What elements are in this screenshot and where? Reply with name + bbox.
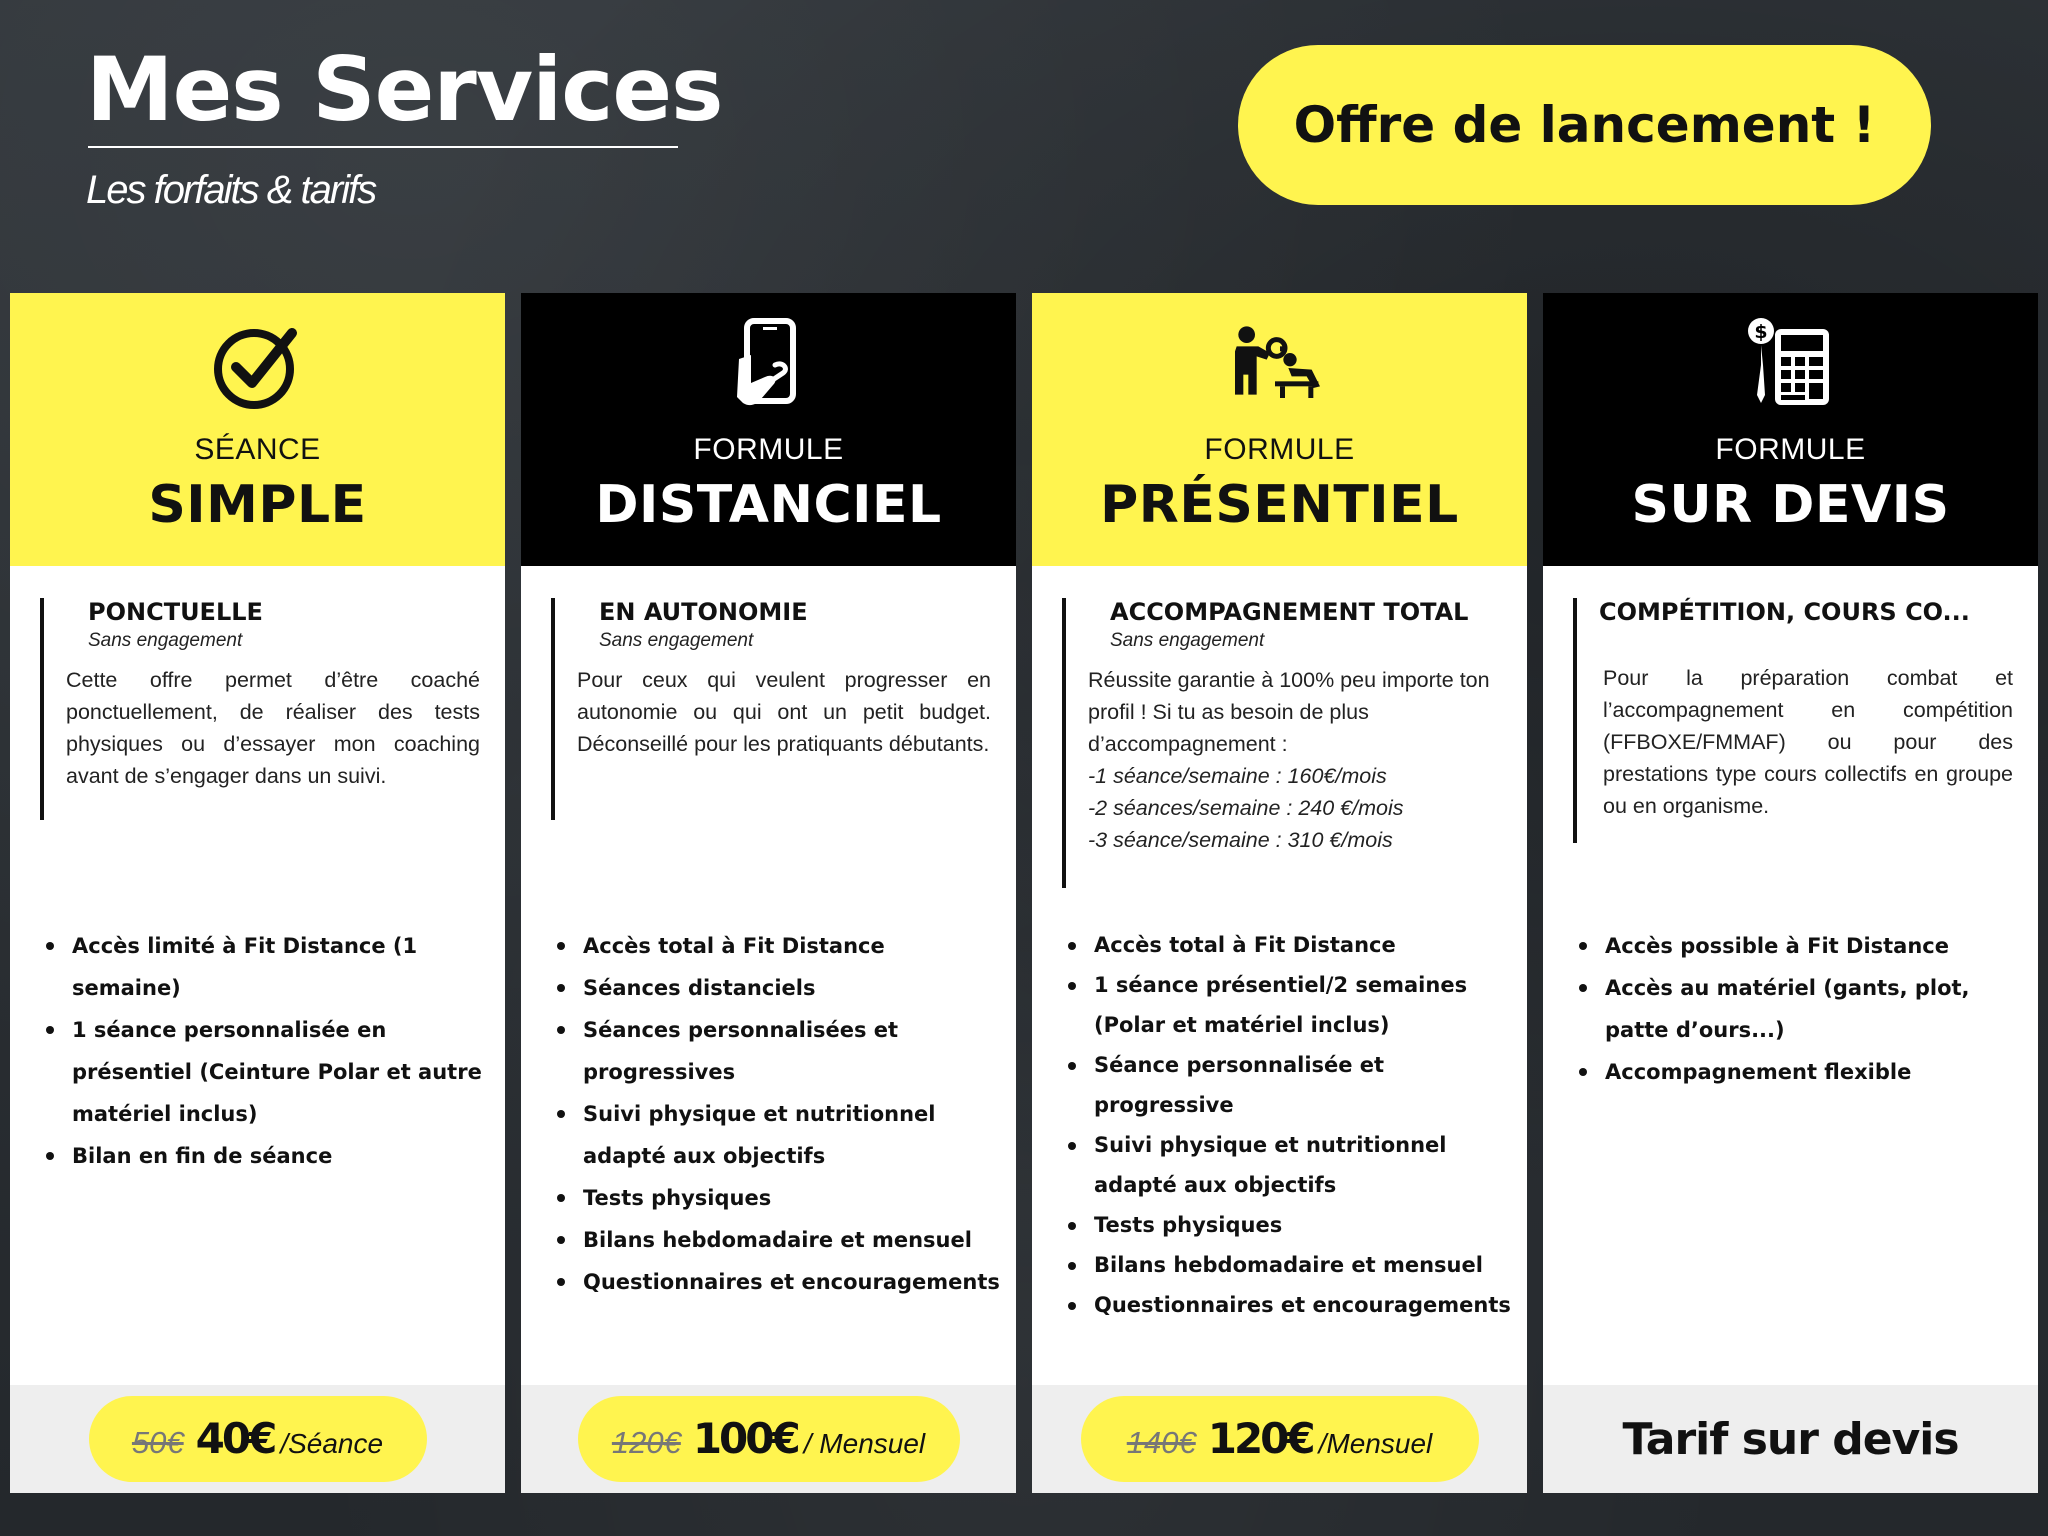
svg-text:$: $ [1753, 321, 1768, 343]
list-item: Suivi physique et nutritionnel adapté aux objectifs [555, 1093, 1005, 1177]
desc-subtitle: Sans engagement [88, 630, 243, 651]
pricing-card-distanciel [521, 293, 1016, 1493]
price: 120€ [1207, 1414, 1313, 1463]
desc-title: COMPÉTITION, COURS CO... [1599, 598, 1970, 626]
old-price: 120€ [611, 1425, 681, 1460]
pricing-card-simple [10, 293, 505, 1493]
feature-list [555, 925, 1005, 1303]
card-description [40, 598, 480, 820]
feature-list [1066, 925, 1516, 1325]
desc-title: EN AUTONOMIE [599, 598, 808, 626]
list-item: Accès limité à Fit Distance (1 semaine) [44, 925, 494, 1009]
list-item: Séances personnalisées et progressives [555, 1009, 1005, 1093]
desc-subtitle: Sans engagement [599, 630, 754, 651]
desc-text: Pour ceux qui veulent progresser en autonomie ou qui ont un petit budget. Déconseillé pour les pratiquants débutants. [577, 668, 991, 756]
desc-text: Pour la préparation combat et l’accompagnement en compétition (FFBOXE/FMMAF) ou pour des prestations type cours collectifs en groupe ou en organisme. [1603, 666, 2013, 818]
card-footer [1032, 1385, 1527, 1493]
desc-text: Cette offre permet d’être coaché ponctuellement, de réaliser des tests physiques ou d’essayer mon coaching avant de s’engager dans un suivi. [66, 668, 480, 788]
list-item: Accès au matériel (gants, plot, patte d’ours...) [1577, 967, 2027, 1051]
card-footer [10, 1385, 505, 1493]
card-kicker: FORMULE [1715, 433, 1866, 466]
card-name: SIMPLE [148, 475, 367, 535]
price-period: /Séance [280, 1428, 384, 1459]
price: 40€ [195, 1414, 275, 1463]
feature-list [44, 925, 494, 1177]
card-name: PRÉSENTIEL [1100, 475, 1459, 535]
card-header [1032, 293, 1527, 566]
list-item: 1 séance personnalisée en présentiel (Ceinture Polar et autre matériel inclus) [44, 1009, 494, 1135]
calculator-dollar-icon [1741, 313, 1841, 413]
card-name: DISTANCIEL [595, 475, 942, 535]
list-item: Accès total à Fit Distance [1066, 925, 1516, 965]
price-period: /Mensuel [1318, 1428, 1433, 1459]
coach-bench-press-icon [1230, 313, 1330, 413]
title-underline [88, 146, 678, 148]
list-item: Questionnaires et encouragements [1066, 1285, 1516, 1325]
quote-price-label[interactable]: Tarif sur devis [1622, 1413, 1959, 1465]
page-subtitle: Les forfaits & tarifs [86, 168, 376, 212]
launch-offer-badge: Offre de lancement ! [1238, 45, 1931, 205]
price-pill[interactable] [1081, 1396, 1479, 1482]
list-item: Accès total à Fit Distance [555, 925, 1005, 967]
desc-rate: -3 séance/semaine : 310 €/mois [1088, 828, 1393, 852]
list-item: Questionnaires et encouragements [555, 1261, 1005, 1303]
card-description [1062, 598, 1502, 888]
list-item: Accès possible à Fit Distance [1577, 925, 2027, 967]
card-kicker: FORMULE [693, 433, 844, 466]
card-description [551, 598, 991, 820]
list-item: Séances distanciels [555, 967, 1005, 1009]
desc-subtitle: Sans engagement [1110, 630, 1265, 651]
list-item: Tests physiques [555, 1177, 1005, 1219]
desc-title: PONCTUELLE [88, 598, 263, 626]
desc-rate: -2 séances/semaine : 240 €/mois [1088, 796, 1404, 820]
card-description [1573, 598, 2013, 843]
card-header [521, 293, 1016, 566]
card-kicker: SÉANCE [194, 433, 321, 466]
price: 100€ [692, 1414, 798, 1463]
pricing-card-sur-devis [1543, 293, 2038, 1493]
list-item: Séance personnalisée et progressive [1066, 1045, 1516, 1125]
smartphone-hand-icon [719, 313, 819, 413]
card-kicker: FORMULE [1204, 433, 1355, 466]
card-header [1543, 293, 2038, 566]
old-price: 50€ [131, 1425, 184, 1460]
feature-list [1577, 925, 2027, 1093]
price-pill[interactable] [89, 1396, 427, 1482]
list-item: Accompagnement flexible [1577, 1051, 2027, 1093]
price-period: / Mensuel [803, 1428, 926, 1459]
list-item: Suivi physique et nutritionnel adapté aux objectifs [1066, 1125, 1516, 1205]
list-item: Tests physiques [1066, 1205, 1516, 1245]
card-footer [521, 1385, 1016, 1493]
desc-rate: -1 séance/semaine : 160€/mois [1088, 764, 1387, 788]
card-name: SUR DEVIS [1631, 475, 1950, 535]
page-title: Mes Services [86, 38, 723, 141]
list-item: 1 séance présentiel/2 semaines (Polar et matériel inclus) [1066, 965, 1516, 1045]
old-price: 140€ [1126, 1425, 1196, 1460]
list-item: Bilan en fin de séance [44, 1135, 494, 1177]
card-footer [1543, 1385, 2038, 1493]
pricing-card-presentiel [1032, 293, 1527, 1493]
checkmark-circle-icon [208, 313, 308, 413]
list-item: Bilans hebdomadaire et mensuel [555, 1219, 1005, 1261]
desc-title: ACCOMPAGNEMENT TOTAL [1110, 598, 1469, 626]
list-item: Bilans hebdomadaire et mensuel [1066, 1245, 1516, 1285]
desc-text: Réussite garantie à 100% peu importe ton profil ! Si tu as besoin de plus d’accompagnement : [1088, 668, 1490, 756]
price-pill[interactable] [578, 1396, 960, 1482]
card-header [10, 293, 505, 566]
